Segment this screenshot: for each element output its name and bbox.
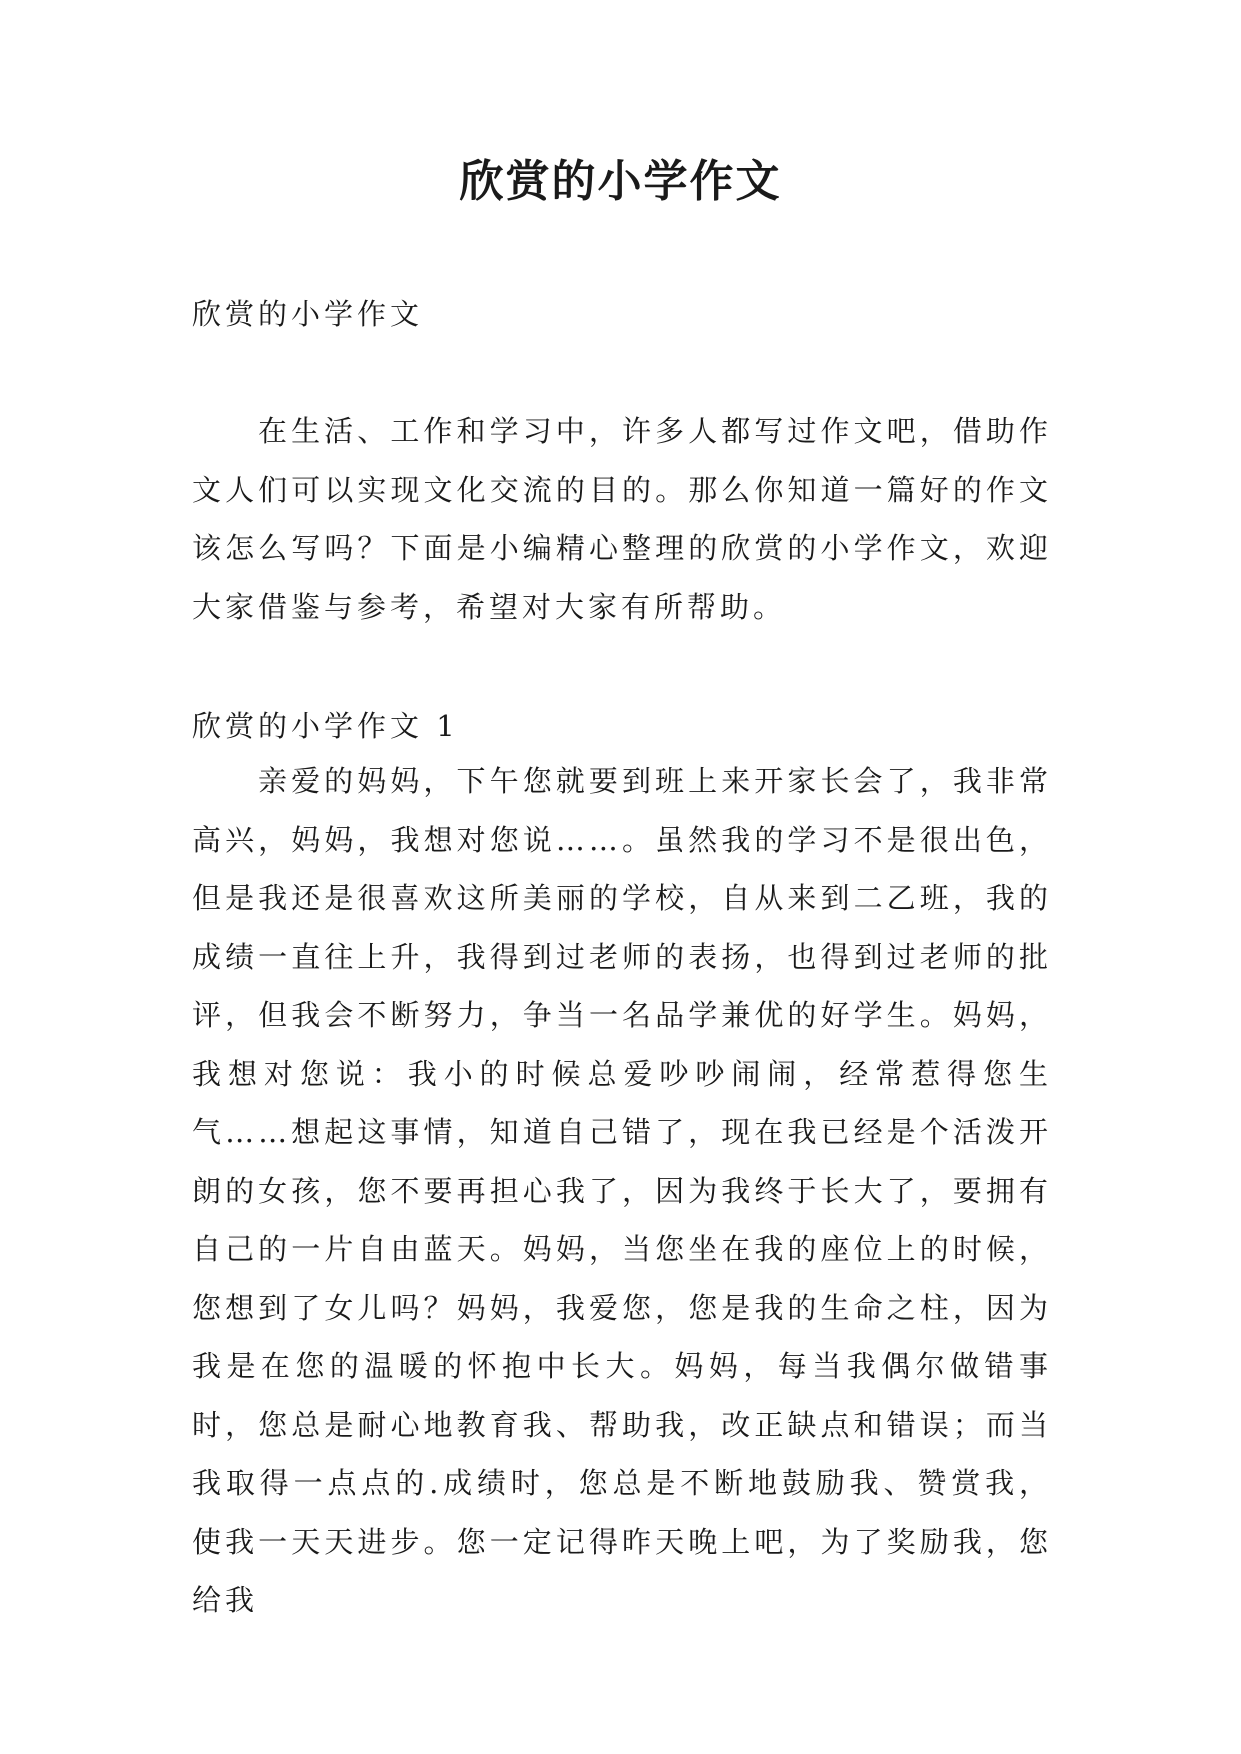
document-subtitle: 欣赏的小学作文 bbox=[192, 297, 424, 331]
document-title: 欣赏的小学作文 bbox=[459, 156, 782, 207]
intro-paragraph: 在生活、工作和学习中，许多人都写过作文吧，借助作文人们可以实现文化交流的目的。那么你知道一篇好的作文该怎么写吗？下面是小编精心整理的欣赏的小学作文，欢迎大家借鉴与参考，希望对大家有所帮助。 bbox=[192, 414, 1052, 624]
section-body: 亲爱的妈妈，下午您就要到班上来开家长会了，我非常高兴，妈妈，我想对您说……。虽然我的学习不是很出色，但是我还是很喜欢这所美丽的学校，自从来到二乙班，我的成绩一直往上升，我得到过老师的表扬，也得到过老师的批评，但我会不断努力，争当一名品学兼优的好学生。妈妈，我想对您说：我小的时候总爱吵吵闹闹，经常惹得您生气……想起这事情，知道自己错了，现在我已经是个活泼开朗的女孩，您不要再担心我了，因为我终于长大了，要拥有自己的一片自由蓝天。妈妈，当您坐在我的座位上的时候，您想到了女儿吗？妈妈，我爱您，您是我的生命之柱，因为我是在您的温暖的怀抱中长大。妈妈，每当我偶尔做错事时，您总是耐心地教育我、帮助我，改正缺点和错误；而当我取得一点点的.成绩时，您总是不断地鼓励我、赞赏我，使我一天天进步。您一定记得昨天晚上吧，为了奖励我，您给我 bbox=[192, 764, 1052, 1617]
section-heading: 欣赏的小学作文 1 bbox=[192, 709, 459, 743]
